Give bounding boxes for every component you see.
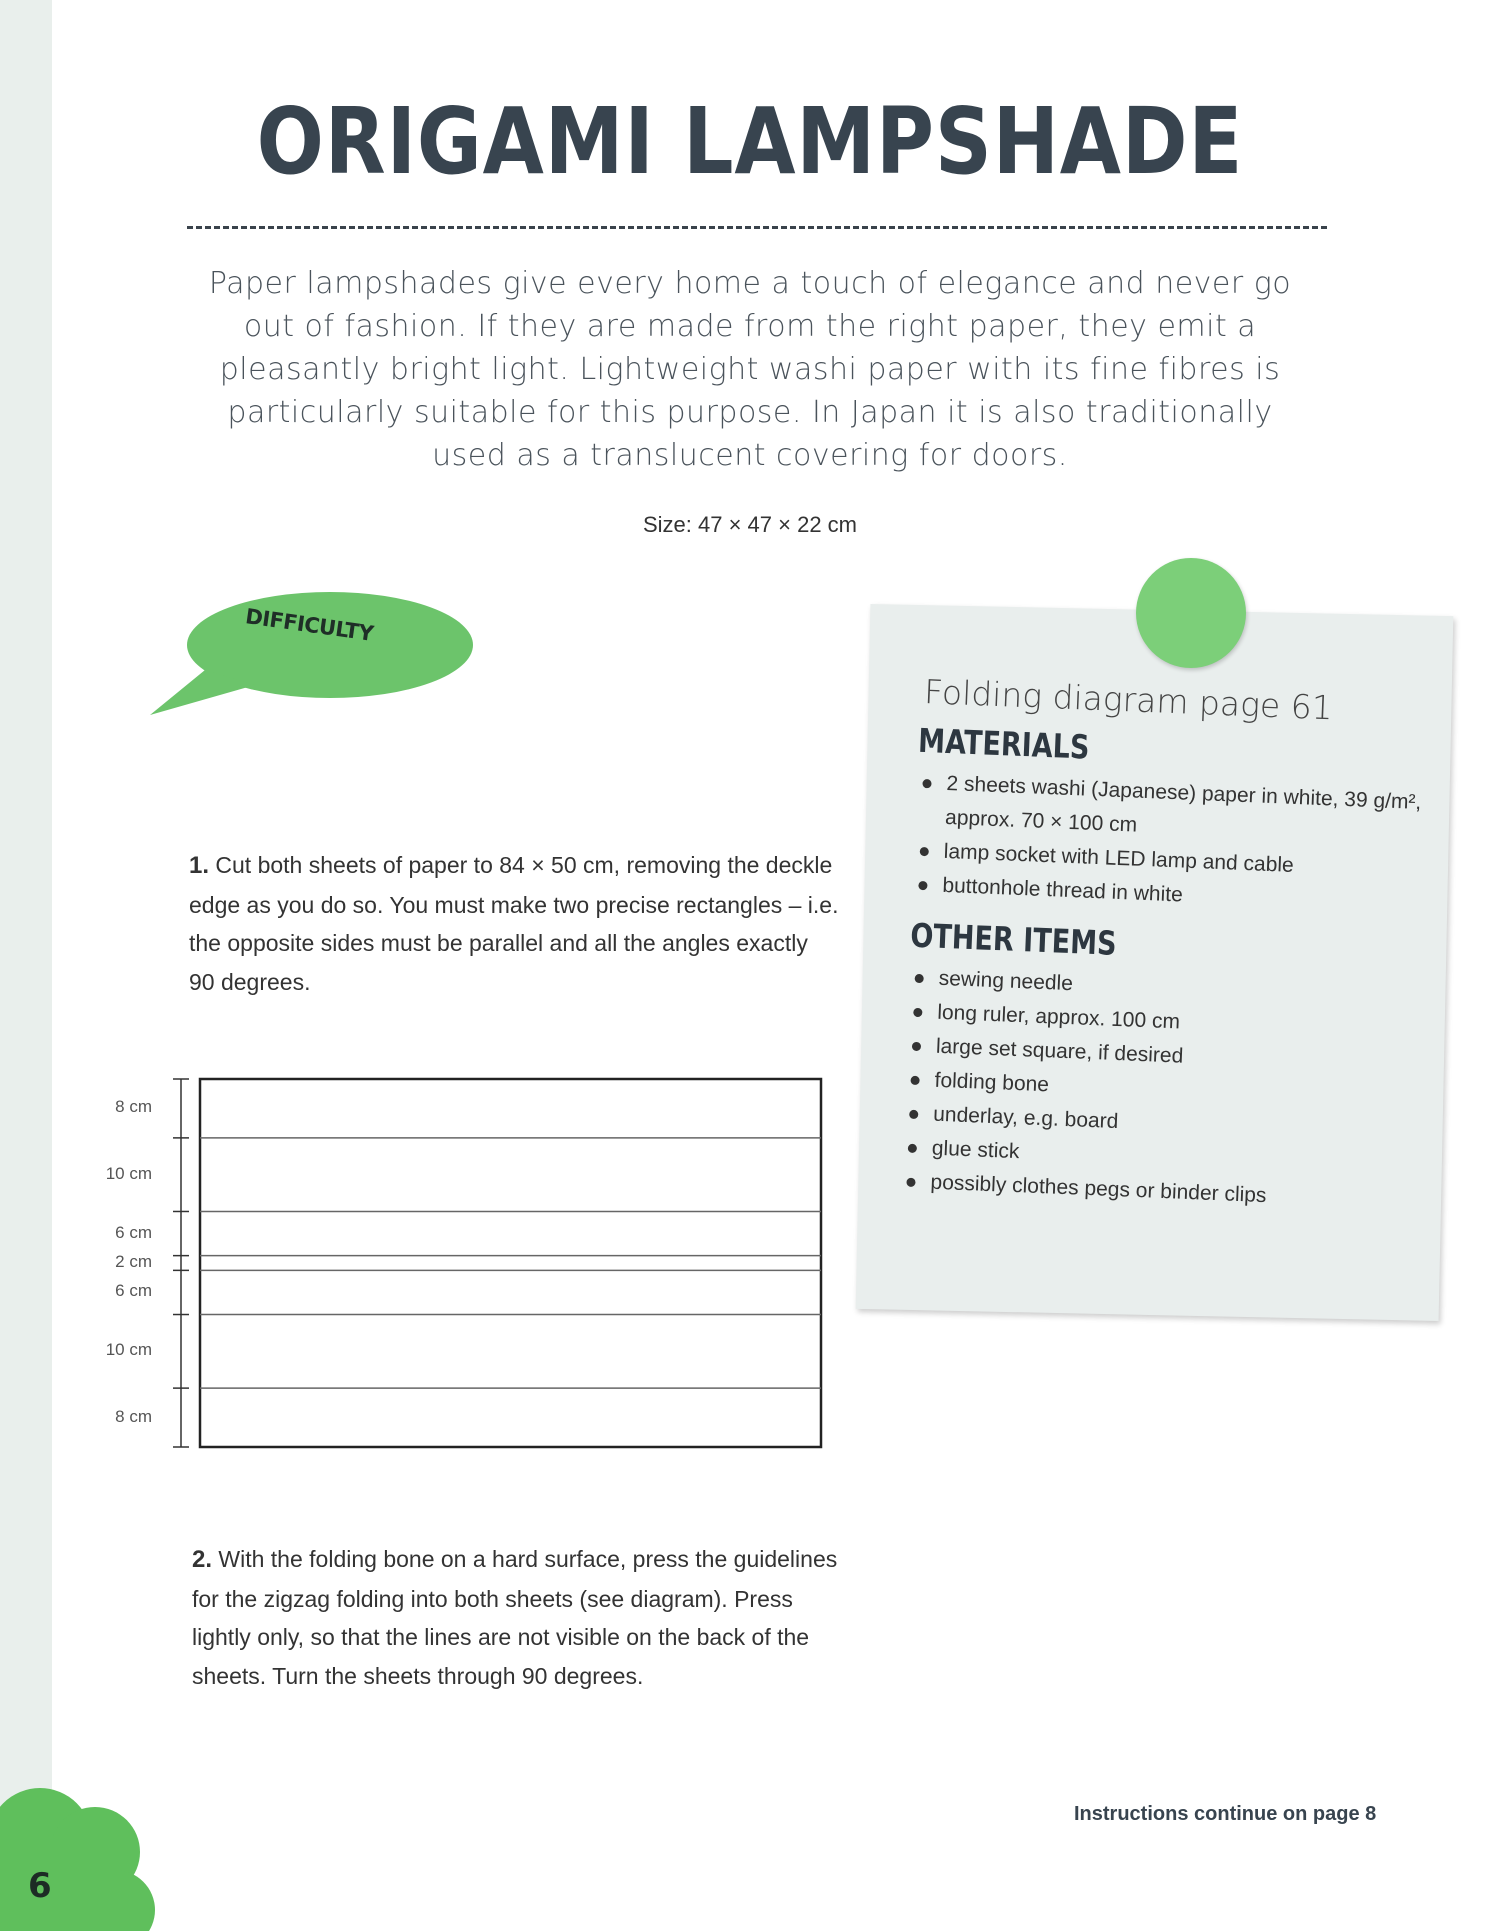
pin-dot bbox=[1136, 558, 1246, 668]
segment-label: 8 cm bbox=[115, 1097, 152, 1117]
segment-label: 8 cm bbox=[115, 1406, 152, 1426]
folding-diagram-ref: Folding diagram page 61 bbox=[923, 672, 1334, 728]
segment-label: 6 cm bbox=[115, 1222, 152, 1242]
step-number: 2. bbox=[192, 1546, 213, 1573]
list-item: glue stick bbox=[905, 1131, 1426, 1186]
list-item: long ruler, approx. 100 cm bbox=[911, 995, 1432, 1050]
paper-rectangle bbox=[200, 1079, 821, 1447]
segment-label: 10 cm bbox=[105, 1163, 152, 1183]
step-number: 1. bbox=[189, 852, 210, 879]
list-item: folding bone bbox=[908, 1063, 1429, 1118]
materials-list bbox=[916, 766, 1441, 923]
segment-label: 2 cm bbox=[115, 1252, 152, 1271]
step-text: With the folding bone on a hard surface, press the guidelines for the zigzag folding into both sheets (see diagram). Press lightly only, so that the lines are not visible on the back of the sheets. Turn the sheets through 90 degrees. bbox=[192, 1546, 838, 1689]
step-1 bbox=[189, 846, 839, 1001]
list-item: large set square, if desired bbox=[909, 1029, 1430, 1084]
dashed-divider bbox=[187, 226, 1327, 229]
list-item: 2 sheets washi (Japanese) paper in white, 39 g/m², approx. 70 × 100 cm bbox=[918, 766, 1440, 855]
difficulty-speech-bubble bbox=[145, 590, 475, 720]
cut-diagram bbox=[90, 1075, 830, 1459]
intro-paragraph: Paper lampshades give every home a touch of elegance and never go out of fashion. If they are made from the right paper, they emit a pleasantly bright light. Lightweight washi paper with its fine fibres is particularly suitable for this purpose. In Japan it is also traditionally used as a translucent covering for doors. bbox=[208, 266, 1292, 473]
segment-label: 10 cm bbox=[105, 1340, 152, 1360]
page-number-blob bbox=[0, 1780, 160, 1931]
list-item: sewing needle bbox=[912, 961, 1433, 1016]
list-item: buttonhole thread in white bbox=[916, 868, 1437, 923]
list-item: possibly clothes pegs or binder clips bbox=[904, 1165, 1425, 1220]
step-2 bbox=[192, 1540, 842, 1695]
page-title: ORIGAMI LAMPSHADE bbox=[256, 88, 1244, 195]
list-item: underlay, e.g. board bbox=[907, 1097, 1428, 1152]
segment-label: 6 cm bbox=[115, 1281, 152, 1301]
other-items-heading: OTHER ITEMS bbox=[909, 915, 1118, 963]
step-text: Cut both sheets of paper to 84 × 50 cm, removing the deckle edge as you do so. You must make two precise rectangles – i.e. the opposite sides must be parallel and all the angles exactly 90 degrees. bbox=[189, 852, 839, 995]
continue-note: Instructions continue on page 8 bbox=[1074, 1803, 1377, 1825]
page-number: 6 bbox=[28, 1866, 52, 1906]
materials-note-content bbox=[904, 672, 1445, 1219]
other-items-list bbox=[904, 961, 1433, 1220]
page-edge-strip bbox=[0, 0, 52, 1931]
materials-heading: MATERIALS bbox=[917, 720, 1091, 767]
cut-diagram-svg bbox=[90, 1075, 830, 1455]
size-text: Size: 47 × 47 × 22 cm bbox=[642, 512, 858, 537]
list-item: lamp socket with LED lamp and cable bbox=[917, 834, 1438, 889]
difficulty-label: DIFFICULTY bbox=[243, 604, 375, 646]
